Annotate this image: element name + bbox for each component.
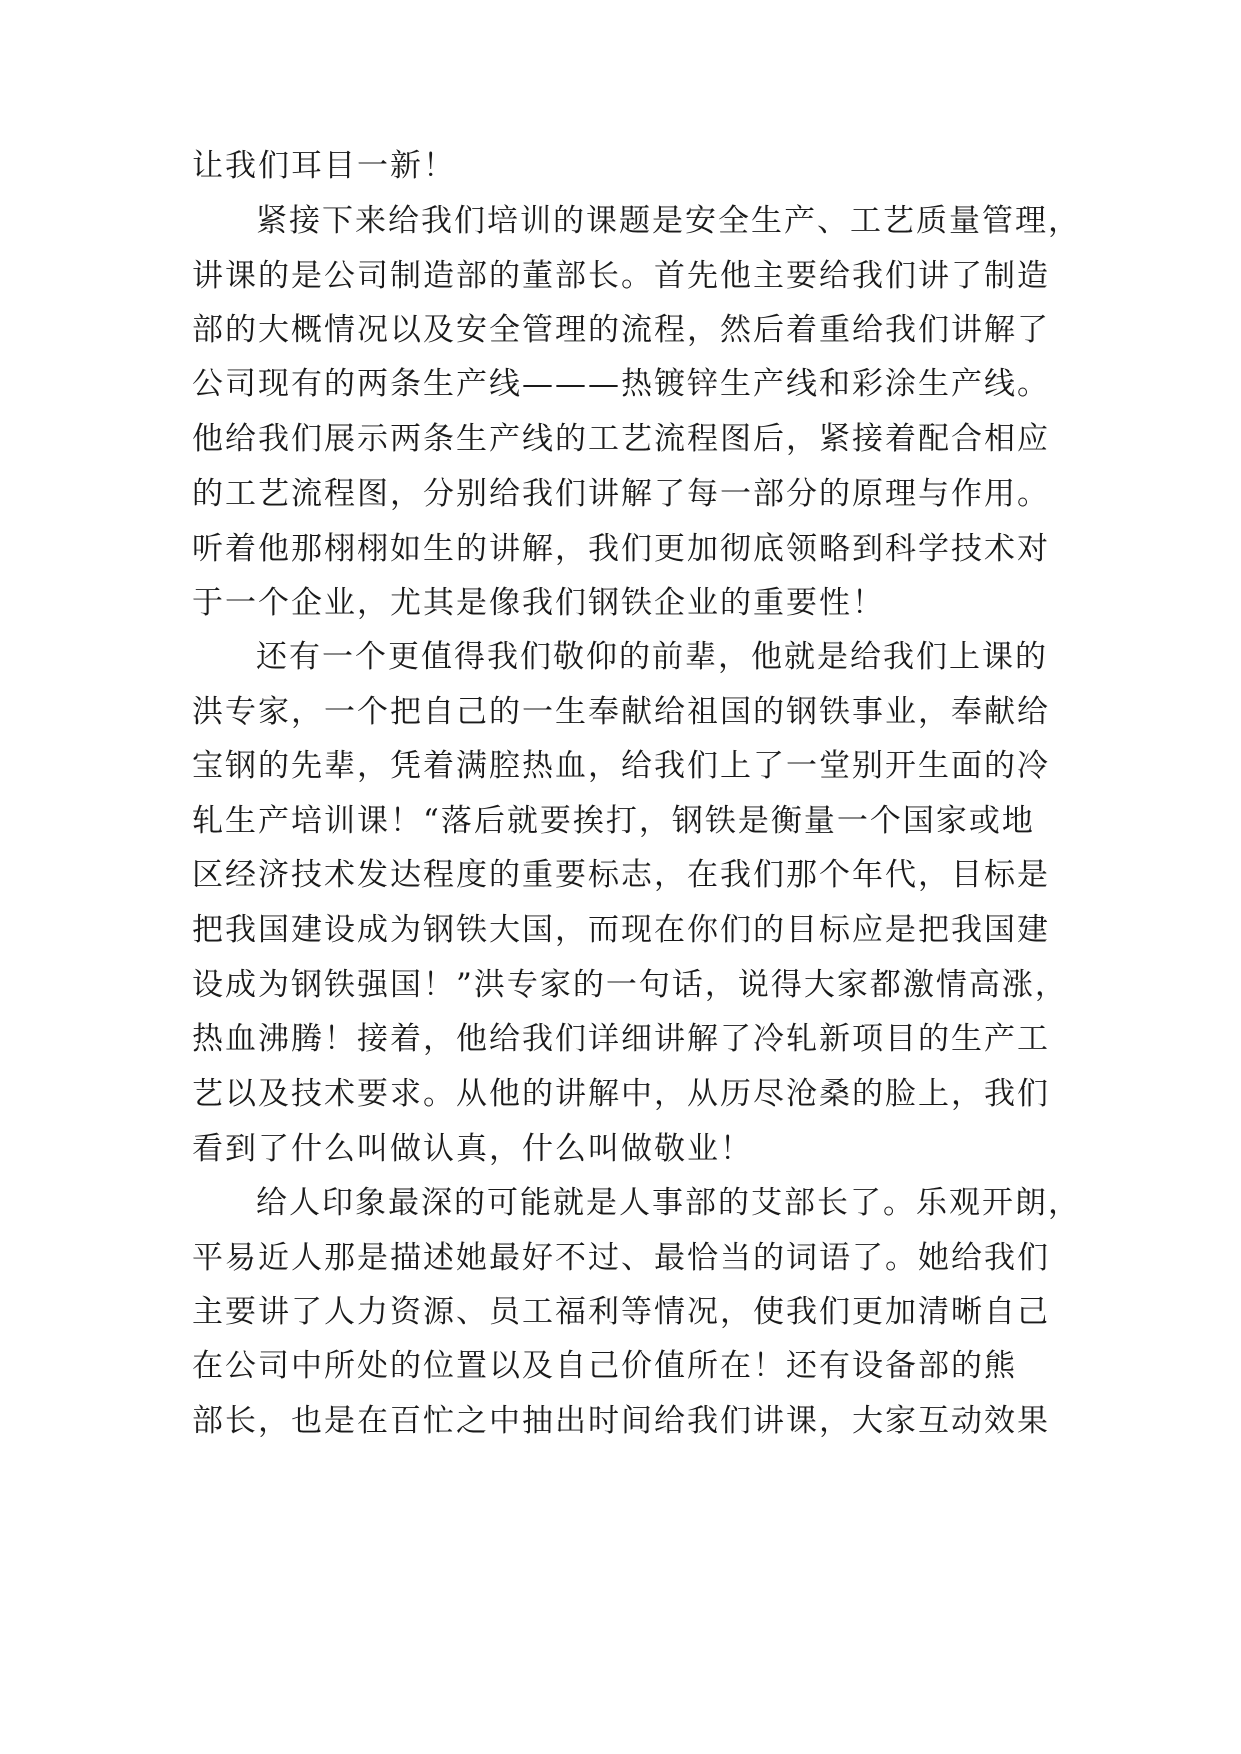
text-line-7: 的工艺流程图，分别给我们讲解了每一部分的原理与作用。 <box>192 476 1050 512</box>
text-line-6: 他给我们展示两条生产线的工艺流程图后，紧接着配合相应 <box>192 421 1050 457</box>
text-line-12: 宝钢的先辈，凭着满腔热血，给我们上了一堂别开生面的冷 <box>192 748 1050 784</box>
text-line-13: 轧生产培训课！“落后就要挨打，钢铁是衡量一个国家或地 <box>192 803 1035 839</box>
text-line-22: 主要讲了人力资源、员工福利等情况，使我们更加清晰自己 <box>192 1294 1050 1330</box>
text-line-14: 区经济技术发达程度的重要标志，在我们那个年代，目标是 <box>192 857 1050 893</box>
text-line-18: 艺以及技术要求。从他的讲解中，从历尽沧桑的脸上，我们 <box>192 1076 1050 1112</box>
text-line-19: 看到了什么叫做认真，什么叫做敬业！ <box>192 1131 753 1167</box>
paragraph-start-line: 还有一个更值得我们敬仰的前辈，他就是给我们上课的 <box>256 639 1048 675</box>
paragraph-start-line: 给人印象最深的可能就是人事部的艾部长了。乐观开朗， <box>256 1185 1081 1221</box>
text-line-23: 在公司中所处的位置以及自己价值所在！还有设备部的熊 <box>192 1348 1017 1384</box>
text-line-5: 公司现有的两条生产线———热镀锌生产线和彩涂生产线。 <box>192 366 1050 402</box>
text-line-1: 让我们耳目一新！ <box>192 148 456 184</box>
text-line-4: 部的大概情况以及安全管理的流程，然后着重给我们讲解了 <box>192 312 1050 348</box>
text-line-15: 把我国建设成为钢铁大国，而现在你们的目标应是把我国建 <box>192 912 1050 948</box>
text-line-11: 洪专家，一个把自己的一生奉献给祖国的钢铁事业，奉献给 <box>192 694 1050 730</box>
text-line-8: 听着他那栩栩如生的讲解，我们更加彻底领略到科学技术对 <box>192 531 1050 567</box>
text-line-3: 讲课的是公司制造部的董部长。首先他主要给我们讲了制造 <box>192 258 1050 294</box>
text-line-17: 热血沸腾！接着，他给我们详细讲解了冷轧新项目的生产工 <box>192 1021 1050 1057</box>
paragraph-start-line: 紧接下来给我们培训的课题是安全生产、工艺质量管理， <box>256 203 1081 239</box>
text-line-24: 部长，也是在百忙之中抽出时间给我们讲课，大家互动效果 <box>192 1403 1050 1439</box>
text-line-9: 于一个企业，尤其是像我们钢铁企业的重要性！ <box>192 585 885 621</box>
text-line-21: 平易近人那是描述她最好不过、最恰当的词语了。她给我们 <box>192 1240 1050 1276</box>
text-line-16: 设成为钢铁强国！”洪专家的一句话，说得大家都激情高涨， <box>192 967 1068 1003</box>
